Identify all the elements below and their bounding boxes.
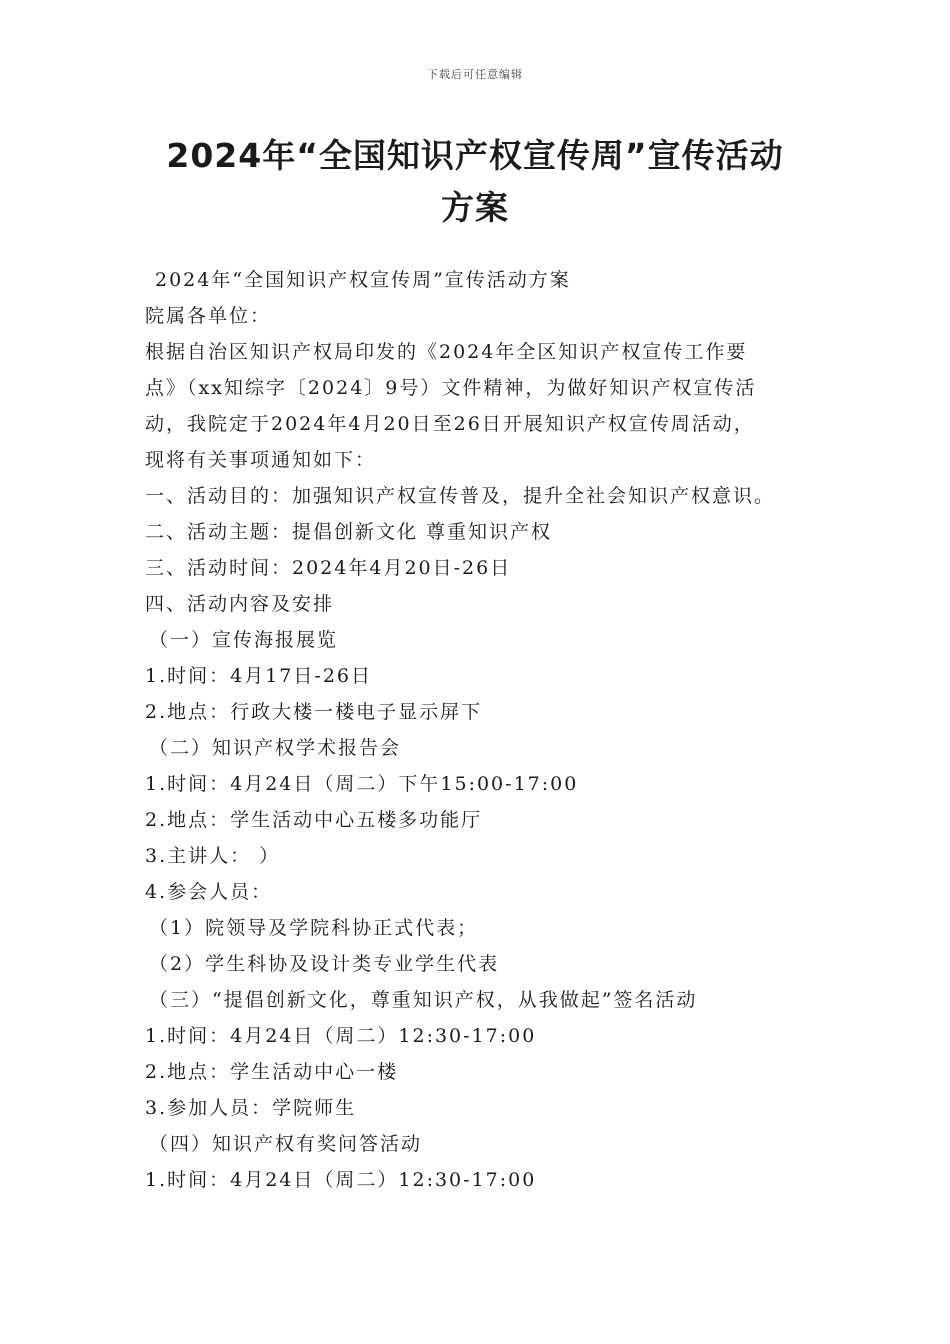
- title-line-1: 2024年“全国知识产权宣传周”宣传活动: [166, 136, 784, 175]
- section-heading: 二、活动主题：提倡创新文化 尊重知识产权: [145, 521, 553, 543]
- subsection-heading: （四）知识产权有奖问答活动: [149, 1133, 423, 1155]
- document-body: [145, 262, 815, 1198]
- list-item: 3.参加人员：学院师生: [145, 1097, 357, 1119]
- list-item: 1.时间：4月24日（周二）12:30-17:00: [145, 1169, 537, 1191]
- subtitle-line: 2024年“全国知识产权宣传周”宣传活动方案: [155, 269, 571, 291]
- section-heading: 四、活动内容及安排: [145, 593, 335, 615]
- section-heading: 一、活动目的：加强知识产权宣传普及，提升全社会知识产权意识。: [145, 485, 776, 507]
- list-item: 1.时间：4月24日（周二）下午15:00-17:00: [145, 773, 579, 795]
- list-item: 4.参会人员：: [145, 881, 273, 903]
- paragraph-line: 现将有关事项通知如下：: [145, 449, 377, 471]
- list-subitem: （2）学生科协及设计类专业学生代表: [149, 953, 500, 975]
- paragraph-line: 根据自治区知识产权局印发的《2024年全区知识产权宣传工作要: [145, 341, 748, 363]
- list-item: 2.地点：学生活动中心五楼多功能厅: [145, 809, 483, 831]
- list-subitem: （1）院领导及学院科协正式代表；: [149, 917, 479, 939]
- paragraph-line: 动，我院定于2024年4月20日至26日开展知识产权宣传周活动，: [145, 413, 755, 435]
- salutation: 院属各单位：: [145, 305, 272, 327]
- list-item: 2.地点：行政大楼一楼电子显示屏下: [145, 701, 483, 723]
- subsection-heading: （二）知识产权学术报告会: [149, 737, 402, 759]
- document-title: [100, 130, 850, 234]
- list-item: 3.主讲人： ）: [145, 845, 281, 867]
- paragraph-line: 点》（xx知综字〔2024〕9号）文件精神，为做好知识产权宣传活: [145, 377, 757, 399]
- list-item: 1.时间：4月24日（周二）12:30-17:00: [145, 1025, 537, 1047]
- section-heading: 三、活动时间：2024年4月20日-26日: [145, 557, 512, 579]
- title-line-2: 方案: [441, 188, 509, 227]
- subsection-heading: （一）宣传海报展览: [149, 629, 339, 651]
- list-item: 1.时间：4月17日-26日: [145, 665, 372, 687]
- subsection-heading: （三）“提倡创新文化，尊重知识产权，从我做起”签名活动: [149, 989, 698, 1011]
- list-item: 2.地点：学生活动中心一楼: [145, 1061, 399, 1083]
- header-note: 下载后可任意编辑: [427, 68, 523, 81]
